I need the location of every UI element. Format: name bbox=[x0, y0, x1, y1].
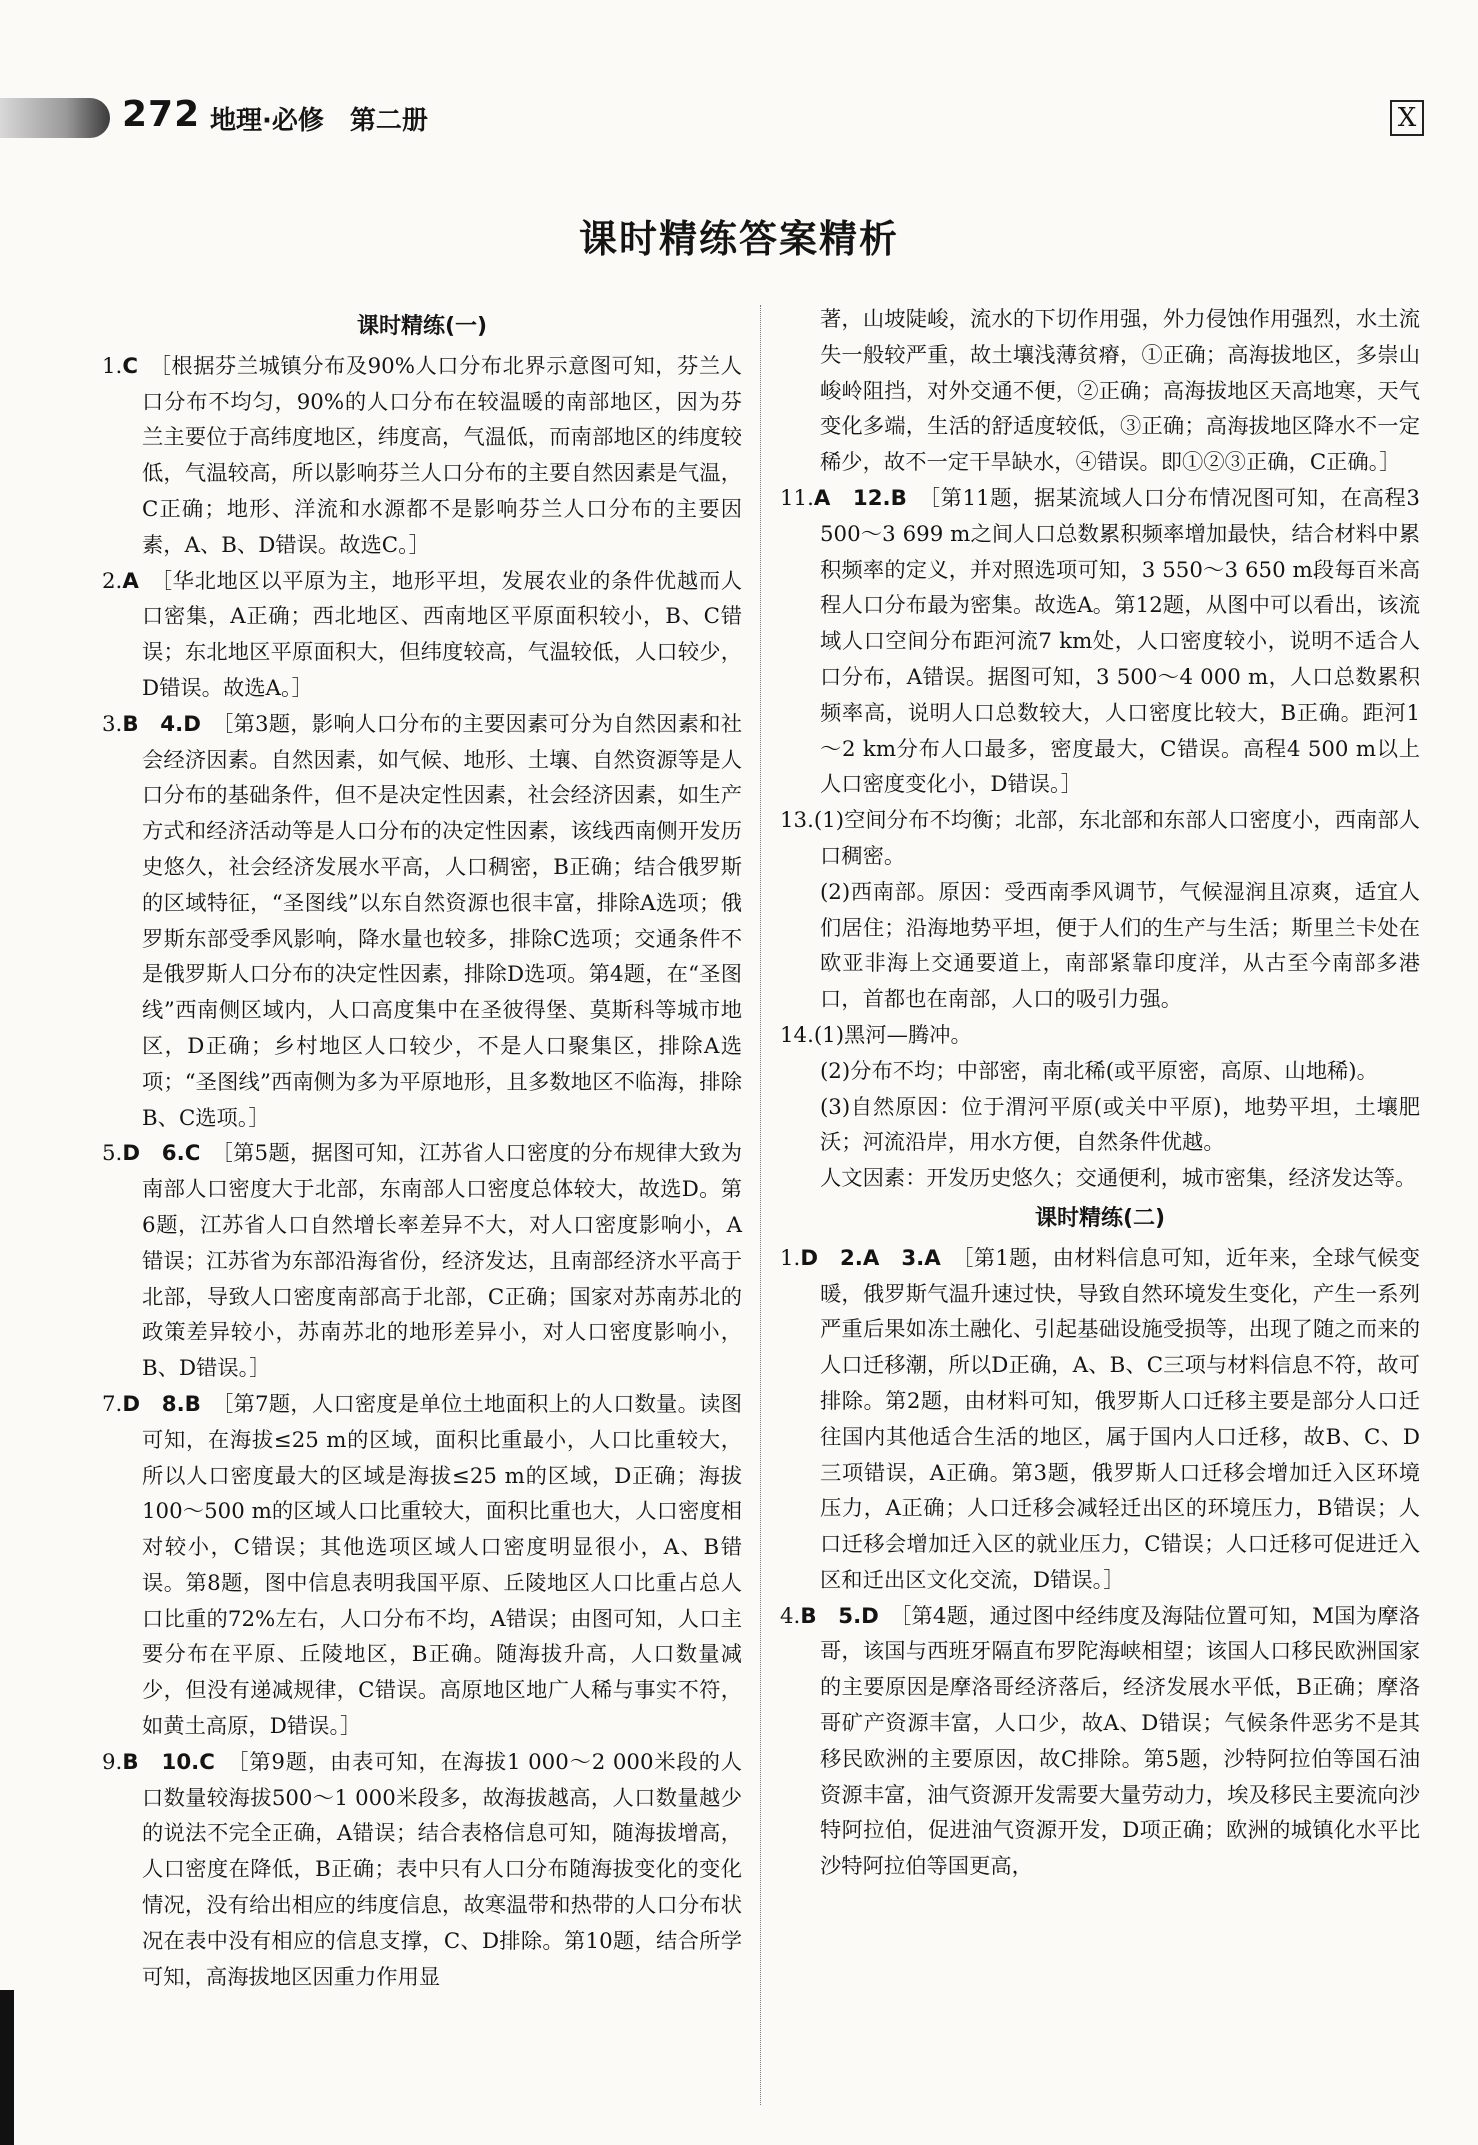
answer-explanation: ［第1题，由材料信息可知，近年来，全球气候变暖，俄罗斯气温升速过快，导致自然环境发生变化，产生一系列严重后果如冻土融化、引起基础设施受损等，出现了随之而来的人口迁移潮，所以D正确，A、B、C三项与材料信息不符，故可排除。第2题，由材料可知，俄罗斯人口迁移主要是部分人口迁往国内其他适合生活的地区，属于国内人口迁移，故B、C、D三项错误，A正确。第3题，俄罗斯人口迁移会增加迁入区环境压力，A正确；人口迁移会减轻迁出区的环境压力，B错误；人口迁移会增加迁入区的就业压力，C错误；人口迁移可促进迁入区和迁出区文化交流，D错误。］ bbox=[820, 1245, 1420, 1593]
edition-mark: X bbox=[1390, 100, 1424, 136]
answer-item: 5.D 6.C ［第5题，据图可知，江苏省人口密度的分布规律大致为南部人口密度大于北部，东南部人口密度总体较大，故选D。第6题，江苏省人口自然增长率差异不大，对人口密度影响小，A错误；江苏省为东部沿海省份，经济发达，且南部经济水平高于北部，导致人口密度南部高于北部，C正确；国家对苏南苏北的政策差异较小，苏南苏北的地形差异小，对人口密度影响小，B、D错误。］ bbox=[102, 1141, 742, 1382]
answer-explanation: ［第4题，通过图中经纬度及海陆位置可知，M国为摩洛哥，该国与西班牙隔直布罗陀海峡相望；该国人口移民欧洲国家的主要原因是摩洛哥经济落后，经济发展水平低，B正确；摩洛哥矿产资源丰富，人口少，故A、D错误；气候条件恶劣不是其移民欧洲的主要原因，故C排除。第5题，沙特阿拉伯等国石油资源丰富，油气资源开发需要大量劳动力，埃及移民主要流向沙特阿拉伯，促进油气资源开发，D项正确；欧洲的城镇化水平比沙特阿拉伯等国更高， bbox=[820, 1603, 1420, 1880]
answer-explanation: ［根据芬兰城镇分布及90%人口分布北界示意图可知，芬兰人口分布不均匀，90%的人口分布在较温暖的南部地区，因为芬兰主要位于高纬度地区，纬度高，气温低，而南部地区的纬度较低，气温较高，所以影响芬兰人口分布的主要自然因素是气温，C正确；地形、洋流和水源都不是影响芬兰人口分布的主要因素，A、B、D错误。故选C。］ bbox=[142, 353, 742, 558]
header-tab-decoration bbox=[0, 98, 110, 138]
answer-part: (2)西南部。原因：受西南季风调节，气候湿润且凉爽，适宜人们居住；沿海地势平坦，便于人们的生产与生活；斯里兰卡处在欧亚非海上交通要道上，南部紧靠印度洋，从古至今南部多港口，首都也在南部，人口的吸引力强。 bbox=[820, 879, 1420, 1013]
book-subject: 地理·必修 第二册 bbox=[210, 106, 428, 136]
answer-part: 人文因素：开发历史悠久；交通便利，城市密集，经济发达等。 bbox=[820, 1166, 1417, 1192]
answer-item: 11.A 12.B ［第11题，据某流域人口分布情况图可知，在高程3 500～3 699 m之间人口总数累积频率增加最快，结合材料中累积频率的定义，并对照选项可知，3 550～3 650 m段每百米高程人口分布最为密集。故选A。第12题，从图中可以看出，该流域人口空间分布距河流7 km处，人口密度较小，说明不适合人口分布，A错误。据图可知，3 500～4 000 m，人口总数累积频率高，说明人口总数较大，人口密度比较大，B正确。距河1～2 km分布人口最多，密度最大，C错误。高程4 500 m以上人口密度变化小，D错误。］ bbox=[780, 485, 1420, 798]
answer-item: 1.D 2.A 3.A ［第1题，由材料信息可知，近年来，全球气候变暖，俄罗斯气温升速过快，导致自然环境发生变化，产生一系列严重后果如冻土融化、引起基础设施受损等，出现了随之而来的人口迁移潮，所以D正确，A、B、C三项与材料信息不符，故可排除。第2题，由材料可知，俄罗斯人口迁移主要是部分人口迁往国内其他适合生活的地区，属于国内人口迁移，故B、C、D三项错误，A正确。第3题，俄罗斯人口迁移会增加迁入区环境压力，A正确；人口迁移会减轻迁出区的环境压力，B错误；人口迁移会增加迁入区的就业压力，C错误；人口迁移可促进迁入区和迁出区文化交流，D错误。］ bbox=[780, 1245, 1420, 1593]
page-number: 272 bbox=[122, 94, 201, 135]
answer-explanation: ［第9题，由表可知，在海拔1 000～2 000米段的人口数量较海拔500～1 000米段多，故海拔越高，人口数量越少的说法不完全正确，A错误；结合表格信息可知，随海拔增高，人口密度在降低，B正确；表中只有人口分布随海拔变化的变化情况，没有给出相应的纬度信息，故寒温带和热带的人口分布状况在表中没有相应的信息支撑，C、D排除。第10题，结合所学可知，高海拔地区因重力作用显 bbox=[142, 1749, 742, 1990]
answer-key: B 5.D bbox=[800, 1603, 879, 1629]
answer-item: 7.D 8.B ［第7题，人口密度是单位土地面积上的人口数量。读图可知，在海拔≤25 m的区域，面积比重最小，人口比重较大，所以人口密度最大的区域是海拔≤25 m的区域，D正确；海拔100～500 m的区域人口比重较大，面积比重也大，人口密度相对较小，C错误；其他选项区域人口密度明显很小，A、B错误。第8题，图中信息表明我国平原、丘陵地区人口比重占总人口比重的72%左右，人口分布不均，A错误；由图可知，人口主要分布在平原、丘陵地区，B正确。随海拔升高，人口数量减少，但没有递减规律，C错误。高原地区地广人稀与事实不符，如黄土高原，D错误。］ bbox=[102, 1391, 742, 1740]
answer-explanation: ［第5题，据图可知，江苏省人口密度的分布规律大致为南部人口密度大于北部，东南部人口密度总体较大，故选D。第6题，江苏省人口自然增长率差异不大，对人口密度影响小，A错误；江苏省为东部沿海省份，经济发达，且南部经济水平高于北部，导致人口密度南部高于北部，C正确；国家对苏南苏北的政策差异较小，苏南苏北的地形差异小，对人口密度影响小，B、D错误。］ bbox=[142, 1141, 742, 1382]
answer-key: B 4.D bbox=[122, 711, 201, 737]
answer-key: B 10.C bbox=[122, 1749, 215, 1775]
section-heading: 课时精练(一) bbox=[356, 314, 488, 339]
answer-part: (1)空间分布不均衡；北部，东北部和东部人口密度小，西南部人口稠密。 bbox=[813, 808, 1420, 869]
answer-item: 14.(1)黑河—腾冲。 bbox=[780, 1022, 972, 1048]
answer-continuation: 著，山坡陡峻，流水的下切作用强，外力侵蚀作用强烈，水土流失一般较严重，故土壤浅薄贫瘠，①正确；高海拔地区，多崇山峻岭阻挡，对外交通不便，②正确；高海拔地区天高地寒，天气变化多端，生活的舒适度较低，③正确；高海拔地区降水不一定稀少，故不一定干旱缺水，④错误。即①②③正确，C正确。］ bbox=[820, 307, 1420, 476]
answer-part: (2)分布不均；中部密，南北稀(或平原密，高原、山地稀)。 bbox=[820, 1058, 1378, 1084]
answer-key: D 6.C bbox=[122, 1141, 201, 1167]
answer-part: (1)黑河—腾冲。 bbox=[813, 1022, 972, 1048]
left-column bbox=[102, 305, 742, 1995]
answer-explanation: ［第3题，影响人口分布的主要因素可分为自然因素和社会经济因素。自然因素，如气候、地形、土壤、自然资源等是人口分布的基础条件，但不是决定性因素，社会经济因素，如生产方式和经济活动等是人口分布的决定性因素，该线西南侧开发历史悠久，社会经济发展水平高，人口稠密，B正确；结合俄罗斯的区域特征，“圣图线”以东自然资源也很丰富，排除A选项；俄罗斯东部受季风影响，降水量也较多，排除C选项；交通条件不是俄罗斯人口分布的决定性因素，排除D选项。第4题，在“圣图线”西南侧区域内，人口高度集中在圣彼得堡、莫斯科等城市地区，D正确；乡村地区人口较少，不是人口聚集区，排除A选项；“圣图线”西南侧为多为平原地形，且多数地区不临海，排除B、C选项。］ bbox=[142, 711, 742, 1131]
answer-item: 1.C ［根据芬兰城镇分布及90%人口分布北界示意图可知，芬兰人口分布不均匀，90%的人口分布在较温暖的南部地区，因为芬兰主要位于高纬度地区，纬度高，气温低，而南部地区的纬度较低，气温较高，所以影响芬兰人口分布的主要自然因素是气温，C正确；地形、洋流和水源都不是影响芬兰人口分布的主要因素，A、B、D错误。故选C。］ bbox=[102, 353, 742, 558]
answer-explanation: ［华北地区以平原为主，地形平坦，发展农业的条件优越而人口密集，A正确；西北地区、西南地区平原面积较小，B、C错误；东北地区平原面积大，但纬度较高，气温较低，人口较少，D错误。故选A。］ bbox=[142, 568, 742, 701]
answer-key: C bbox=[122, 353, 138, 379]
answer-key: D 8.B bbox=[122, 1391, 201, 1417]
column-divider bbox=[760, 305, 761, 2105]
page-edge-shadow bbox=[0, 1990, 14, 2145]
right-column bbox=[780, 302, 1420, 1885]
answer-item: 9.B 10.C ［第9题，由表可知，在海拔1 000～2 000米段的人口数量较海拔500～1 000米段多，故海拔越高，人口数量越少的说法不完全正确，A错误；结合表格信息可知，随海拔增高，人口密度在降低，B正确；表中只有人口分布随海拔变化的变化情况，没有给出相应的纬度信息，故寒温带和热带的人口分布状况在表中没有相应的信息支撑，C、D排除。第10题，结合所学可知，高海拔地区因重力作用显 bbox=[102, 1749, 742, 1990]
answer-item: 4.B 5.D ［第4题，通过图中经纬度及海陆位置可知，M国为摩洛哥，该国与西班牙隔直布罗陀海峡相望；该国人口移民欧洲国家的主要原因是摩洛哥经济落后，经济发展水平低，B正确；摩洛哥矿产资源丰富，人口少，故A、D错误；气候条件恶劣不是其移民欧洲的主要原因，故C排除。第5题，沙特阿拉伯等国石油资源丰富，油气资源开发需要大量劳动力，埃及移民主要流向沙特阿拉伯，促进油气资源开发，D项正确；欧洲的城镇化水平比沙特阿拉伯等国更高， bbox=[780, 1603, 1420, 1880]
answer-item: 3.B 4.D ［第3题，影响人口分布的主要因素可分为自然因素和社会经济因素。自然因素，如气候、地形、土壤、自然资源等是人口分布的基础条件，但不是决定性因素，社会经济因素，如生产方式和经济活动等是人口分布的决定性因素，该线西南侧开发历史悠久，社会经济发展水平高，人口稠密，B正确；结合俄罗斯的区域特征，“圣图线”以东自然资源也很丰富，排除A选项；俄罗斯东部受季风影响，降水量也较多，排除C选项；交通条件不是俄罗斯人口分布的决定性因素，排除D选项。第4题，在“圣图线”西南侧区域内，人口高度集中在圣彼得堡、莫斯科等城市地区，D正确；乡村地区人口较少，不是人口聚集区，排除A选项；“圣图线”西南侧为多为平原地形，且多数地区不临海，排除B、C选项。］ bbox=[102, 711, 742, 1131]
answer-item: 2.A ［华北地区以平原为主，地形平坦，发展农业的条件优越而人口密集，A正确；西北地区、西南地区平原面积较小，B、C错误；东北地区平原面积大，但纬度较高，气温较低，人口较少，D错误。故选A。］ bbox=[102, 568, 742, 701]
answer-explanation: ［第7题，人口密度是单位土地面积上的人口数量。读图可知，在海拔≤25 m的区域，面积比重最小，人口比重较大，所以人口密度最大的区域是海拔≤25 m的区域，D正确；海拔100～500 m的区域人口比重较大，面积比重也大，人口密度相对较小，C错误；其他选项区域人口密度明显很小，A、B错误。第8题，图中信息表明我国平原、丘陵地区人口比重占总人口比重的72%左右，人口分布不均，A错误；由图可知，人口主要分布在平原、丘陵地区，B正确。随海拔升高，人口数量减少，但没有递减规律，C错误。高原地区地广人稀与事实不符，如黄土高原，D错误。］ bbox=[142, 1391, 742, 1740]
answer-part: (3)自然原因：位于渭河平原(或关中平原)，地势平坦，土壤肥沃；河流沿岸，用水方便，自然条件优越。 bbox=[820, 1094, 1420, 1156]
answer-key: A bbox=[122, 568, 139, 594]
answer-explanation: ［第11题，据某流域人口分布情况图可知，在高程3 500～3 699 m之间人口总数累积频率增加最快，结合材料中累积频率的定义，并对照选项可知，3 550～3 650 m段每百米高程人口分布最为密集。故选A。第12题，从图中可以看出，该流域人口空间分布距河流7 km处，人口密度较小，说明不适合人口分布，A错误。据图可知，3 500～4 000 m，人口总数累积频率高，说明人口总数较大，人口密度比较大，B正确。距河1～2 km分布人口最多，密度最大，C错误。高程4 500 m以上人口密度变化小，D错误。］ bbox=[820, 485, 1420, 798]
answer-key: A 12.B bbox=[813, 485, 907, 511]
page-header bbox=[0, 88, 1478, 148]
page-title: 课时精练答案精析 bbox=[578, 217, 899, 261]
answer-key: D 2.A 3.A bbox=[800, 1245, 941, 1271]
answer-item: 13.(1)空间分布不均衡；北部，东北部和东部人口密度小，西南部人口稠密。 bbox=[780, 808, 1420, 869]
section-heading: 课时精练(二) bbox=[1034, 1205, 1166, 1231]
